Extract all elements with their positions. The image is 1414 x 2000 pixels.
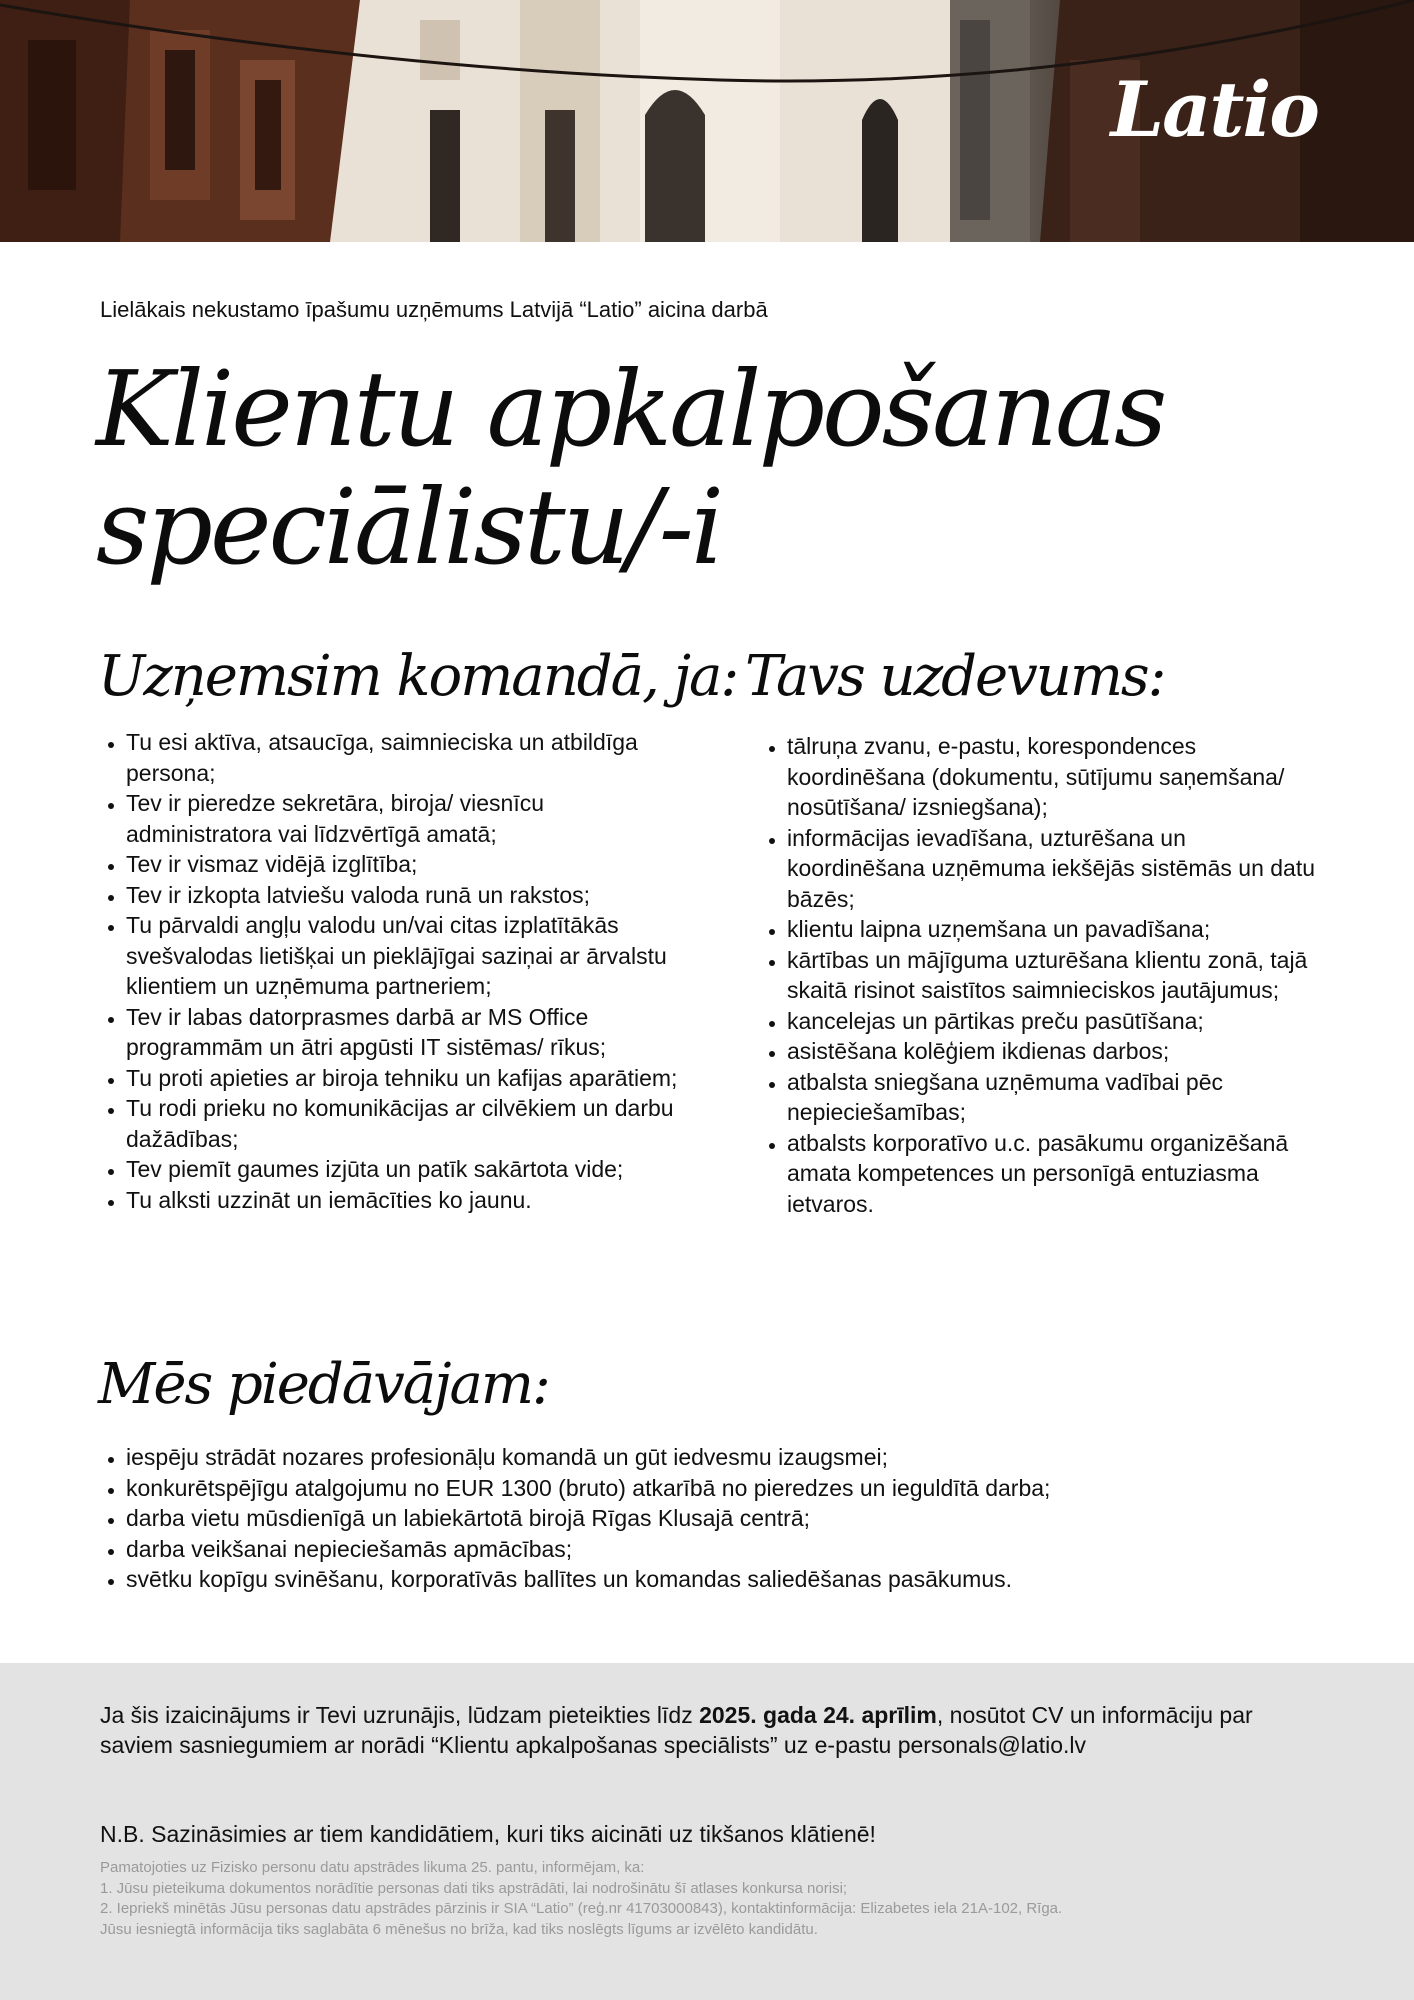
list-item: • Tu pārvaldi angļu valodu un/vai citas izplatītākās svešvalodas lietišķai un pieklājīgai saziņai ar ārvalstu klientiem un uzņēmuma partneriem; [126,910,686,1002]
list-item: • Tu alksti uzzināt un iemācīties ko jaunu. [126,1185,686,1216]
intro-text: Lielākais nekustamo īpašumu uzņēmums Latvijā “Latio” aicina darbā [100,297,768,322]
offer-heading: Mēs piedāvājam: [98,1352,549,1417]
legal-line: 2. Iepriekš minētās Jūsu personas datu apstrādes pārzinis ir SIA “Latio” (reģ.nr 41703000843), kontaktinformācija: Elizabetes iela 21A-102, Rīga. [100,1900,1063,1917]
list-item: • Tev ir vismaz vidējā izglītība; [126,849,686,880]
list-item: • Tev ir izkopta latviešu valoda runā un rakstos; [126,880,686,911]
list-item: • iespēju strādāt nozares profesionāļu komandā un gūt iedvesmu izaugsmei; [126,1442,1326,1473]
list-item: • svētku kopīgu svinēšanu, korporatīvās ballītes un komandas saliedēšanas pasākumus. [126,1564,1326,1595]
list-item: • Tev ir labas datorprasmes darbā ar MS Office programmām un ātri apgūsti IT sistēmas/ rīkus; [126,1002,686,1063]
job-title-line-1: Klientu apkalpošanas [96,348,1165,470]
list-item: • Tu rodi prieku no komunikācijas ar cilvēkiem un darbu dažādības; [126,1093,686,1154]
offer-list [100,1442,1326,1595]
list-item: • asistēšana kolēģiem ikdienas darbos; [787,1036,1327,1067]
list-item: • darba veikšanai nepieciešamās apmācības; [126,1534,1326,1565]
nb-note: N.B. Sazināsimies ar tiem kandidātiem, kuri tiks aicināti uz tikšanos klātienē! [100,1821,876,1847]
list-item: • Tev ir pieredze sekretāra, biroja/ viesnīcu administratora vai līdzvērtīgā amatā; [126,788,686,849]
list-item: • atbalsta sniegšana uzņēmuma vadībai pēc nepieciešamības; [787,1067,1327,1128]
job-title-line-2: speciālistu/-i [96,466,722,588]
list-item: • klientu laipna uzņemšana un pavadīšana; [787,914,1327,945]
job-title [96,350,1316,586]
legal-line: 1. Jūsu pieteikuma dokumentos norādītie personas dati tiks apstrādāti, lai nodrošinātu šī atlases konkursa norisi; [100,1879,848,1897]
list-item: • Tu proti apieties ar biroja tehniku un kafijas aparātiem; [126,1063,686,1094]
apply-deadline: 2025. gada 24. aprīlim [699,1702,937,1728]
list-item: • kārtības un mājīguma uzturēšana klientu zonā, tajā skaitā risinot saistītos saimnieciskos jautājumus; [787,945,1327,1006]
hero-photo [0,0,1414,242]
list-item: • tālruņa zvanu, e-pastu, korespondences koordinēšana (dokumentu, sūtījumu saņemšana/ nosūtīšana/ izsniegšana); [787,731,1327,823]
requirements-list [100,727,686,1215]
apply-text-start: Ja šis izaicinājums ir Tevi uzrunājis, lūdzam pieteikties līdz [100,1702,700,1728]
list-item: • konkurētspējīgu atalgojumu no EUR 1300 (bruto) atkarībā no pieredzes un ieguldītā darba; [126,1473,1326,1504]
list-item: • Tu esi aktīva, atsaucīga, saimnieciska un atbildīga persona; [126,727,686,788]
list-item: • atbalsts korporatīvo u.c. pasākumu organizēšanā amata kompetences un personīgā entuziasma ietvaros. [787,1128,1327,1220]
list-item: • Tev piemīt gaumes izjūta un patīk sakārtota vide; [126,1154,686,1185]
tasks-list [761,731,1327,1219]
list-item: • informācijas ievadīšana, uzturēšana un koordinēšana uzņēmuma iekšējās sistēmās un datu bāzēs; [787,823,1327,915]
legal-notice [100,1858,1320,1940]
application-instructions [100,1700,1300,1760]
list-item: • kancelejas un pārtikas preču pasūtīšana; [787,1006,1327,1037]
apply-text-end: , nosūtot CV un informāciju par saviem sasniegumiem ar norādi “Klientu apkalpošanas speciālists” uz e-pastu personals@latio.lv [100,1702,1253,1758]
legal-line: Jūsu iesniegtā informācija tiks saglabāta 6 mēnešus no brīža, kad tiks noslēgts līgums ar izvēlēto kandidātu. [100,1920,818,1938]
latio-logo: Latio [1110,65,1318,154]
legal-line: Pamatojoties uz Fizisko personu datu apstrādes likuma 25. pantu, informējam, ka: [100,1859,645,1876]
requirements-heading: Uzņemsim komandā, ja: [98,644,738,709]
list-item: • darba vietu mūsdienīgā un labiekārtotā birojā Rīgas Klusajā centrā; [126,1503,1326,1534]
tasks-heading: Tavs uzdevums: [745,644,1165,709]
